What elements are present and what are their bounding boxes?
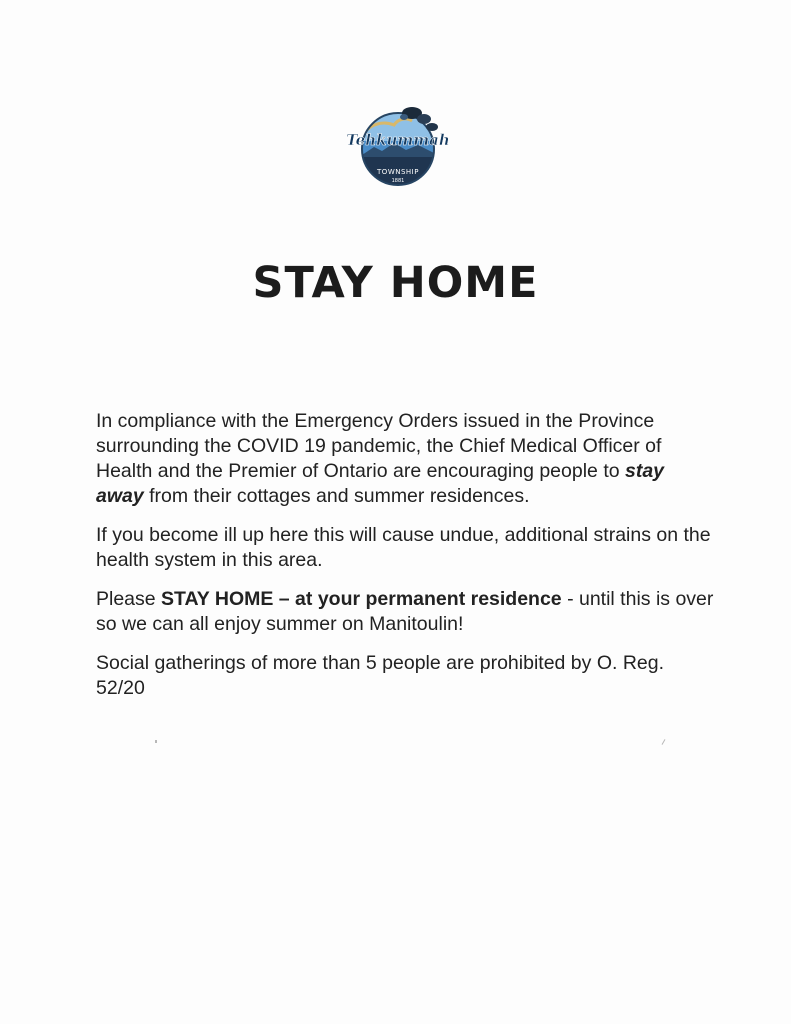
paragraph-1-emphasis: stay away	[96, 460, 665, 507]
notice-body	[96, 409, 716, 715]
paragraph-3-bold: STAY HOME – at your permanent residence	[161, 588, 562, 610]
logo-subtitle: TOWNSHIP	[377, 168, 419, 176]
page-title: STAY HOME	[252, 258, 539, 308]
paragraph-health-system: If you become ill up here this will cause undue, additional strains on the health system in this area.	[96, 524, 711, 571]
paragraph-3-text-b: - until this is over so we can all enjoy summer on Manitoulin!	[96, 588, 714, 635]
paragraph-1-text-b: from their cottages and summer residences.	[143, 485, 530, 507]
township-seal-icon	[346, 103, 450, 189]
paragraph-1-text-a: In compliance with the Emergency Orders issued in the Province surrounding the COVID 19 pandemic, the Chief Medical Officer of Health and the Premier of Ontario are encouraging people to	[96, 410, 662, 482]
township-logo	[346, 103, 450, 189]
paragraph-stay-home	[96, 587, 716, 637]
paragraph-social-gatherings: Social gatherings of more than 5 people are prohibited by O. Reg. 52/20	[96, 652, 665, 699]
scan-speck	[155, 740, 157, 743]
scan-speck	[662, 739, 666, 745]
paragraph-emergency-orders	[96, 409, 716, 509]
logo-wordmark: Tehkummah	[346, 131, 450, 149]
logo-year: 1881	[391, 178, 405, 184]
paragraph-3-text-a: Please	[96, 588, 162, 610]
